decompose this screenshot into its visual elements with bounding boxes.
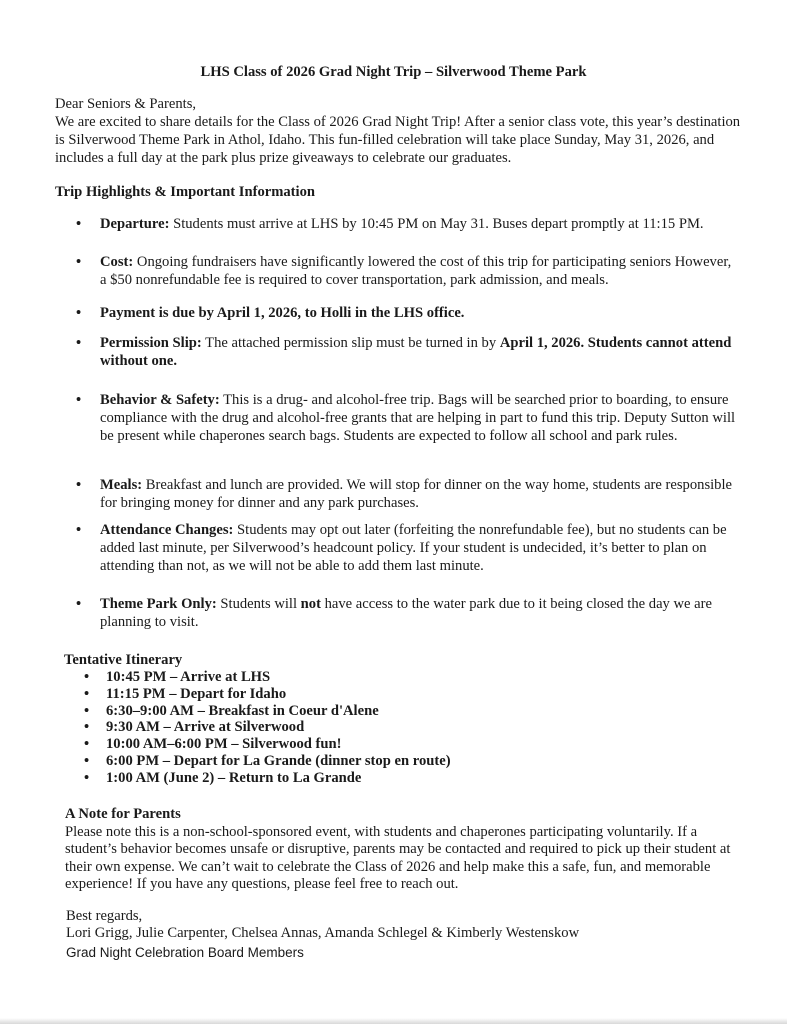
highlight-permission-slip [100, 334, 740, 370]
itinerary-section [64, 651, 451, 787]
text: Students will [216, 596, 301, 612]
itinerary-item: • 10:45 PM – Arrive at LHS [64, 669, 451, 686]
label: Attendance Changes: [100, 522, 234, 538]
board-title: Grad Night Celebration Board Members [66, 945, 304, 960]
label: Payment is due by April 1, 2026, to Holli in the LHS office. [100, 305, 465, 321]
itinerary-item: • 11:15 PM – Depart for Idaho [64, 686, 451, 703]
text: This is a drug- and alcohol-free trip. Bags will be searched prior to boarding, to ensure compliance with the drug and alcohol-free grants that are helping in part to fund this trip. Deputy Sutton will be present while chaperones search bags. Students are expected to follow all school and park rules. [100, 392, 736, 444]
highlight-attendance-changes [100, 521, 740, 575]
intro-paragraph: We are excited to share details for the Class of 2026 Grad Night Trip! After a senior class vote, this year’s destination is Silverwood Theme Park in Athol, Idaho. This fun-filled celebration will take place Sunday, May 31, 2026, and includes a full day at the park plus prize giveaways to celebrate our graduates. [55, 114, 741, 166]
highlight-cost [100, 253, 740, 289]
highlight-payment [100, 304, 740, 322]
parents-note-section [65, 806, 737, 894]
text: The attached permission slip must be turned in by [201, 335, 500, 351]
text: Breakfast and lunch are provided. We will stop for dinner on the way home, students are responsible for bringing money for dinner and any park purchases. [100, 477, 733, 511]
note-heading: A Note for Parents [65, 806, 181, 822]
itinerary-list [64, 669, 451, 787]
signers: Lori Grigg, Julie Carpenter, Chelsea Annas, Amanda Schlegel & Kimberly Westenskow [66, 925, 580, 941]
closing: Best regards, [66, 908, 143, 924]
label: Departure: [100, 216, 170, 232]
emphasis: not [300, 596, 321, 612]
itinerary-item: • 10:00 AM–6:00 PM – Silverwood fun! [64, 736, 451, 753]
highlight-departure [100, 215, 740, 233]
itinerary-heading: Tentative Itinerary [64, 652, 183, 668]
label: Cost: [100, 254, 134, 270]
document-title: LHS Class of 2026 Grad Night Trip – Silverwood Theme Park [200, 64, 587, 80]
intro-section [55, 95, 745, 201]
label: Permission Slip: [100, 335, 202, 351]
scan-edge [0, 1018, 787, 1024]
signature-block [66, 908, 746, 961]
itinerary-item: • 6:00 PM – Depart for La Grande (dinner stop en route) [64, 753, 451, 770]
text: have access to the water park due to it being closed the day we are planning to visit. [100, 596, 712, 630]
note-paragraph: Please note this is a non-school-sponsored event, with students and chaperones participating voluntarily. If a student’s behavior becomes unsafe or disruptive, parents may be contacted and required to pick up their student at their own expense. We can’t wait to celebrate the Class of 2026 and help make this a safe, fun, and memorable experience! If you have any questions, please feel free to reach out. [65, 823, 731, 892]
text: Students may opt out later (forfeiting the nonrefundable fee), but no students can be added last minute, per Silverwood’s headcount policy. If your student is undecided, it’s better to plan on attending than not, as we will not be able to add them last minute. [100, 522, 727, 574]
highlight-behavior-safety [100, 391, 740, 445]
itinerary-item: • 6:30–9:00 AM – Breakfast in Coeur d'Alene [64, 703, 451, 720]
highlight-meals [100, 476, 740, 512]
label: Behavior & Safety: [100, 392, 220, 408]
label: Meals: [100, 477, 143, 493]
text: Students must arrive at LHS by 10:45 PM on May 31. Buses depart promptly at 11:15 PM. [169, 216, 704, 232]
highlight-theme-park-only [100, 595, 740, 631]
greeting: Dear Seniors & Parents, [55, 96, 197, 112]
deadline: April 1, 2026. Students cannot attend without one. [100, 335, 732, 369]
itinerary-item: • 1:00 AM (June 2) – Return to La Grande [64, 770, 451, 787]
highlights-heading: Trip Highlights & Important Information [55, 184, 316, 200]
itinerary-item: • 9:30 AM – Arrive at Silverwood [64, 719, 451, 736]
text: Ongoing fundraisers have significantly lowered the cost of this trip for participating seniors However, a $50 nonrefundable fee is required to cover transportation, park admission, and meals. [100, 254, 732, 288]
label: Theme Park Only: [100, 596, 217, 612]
